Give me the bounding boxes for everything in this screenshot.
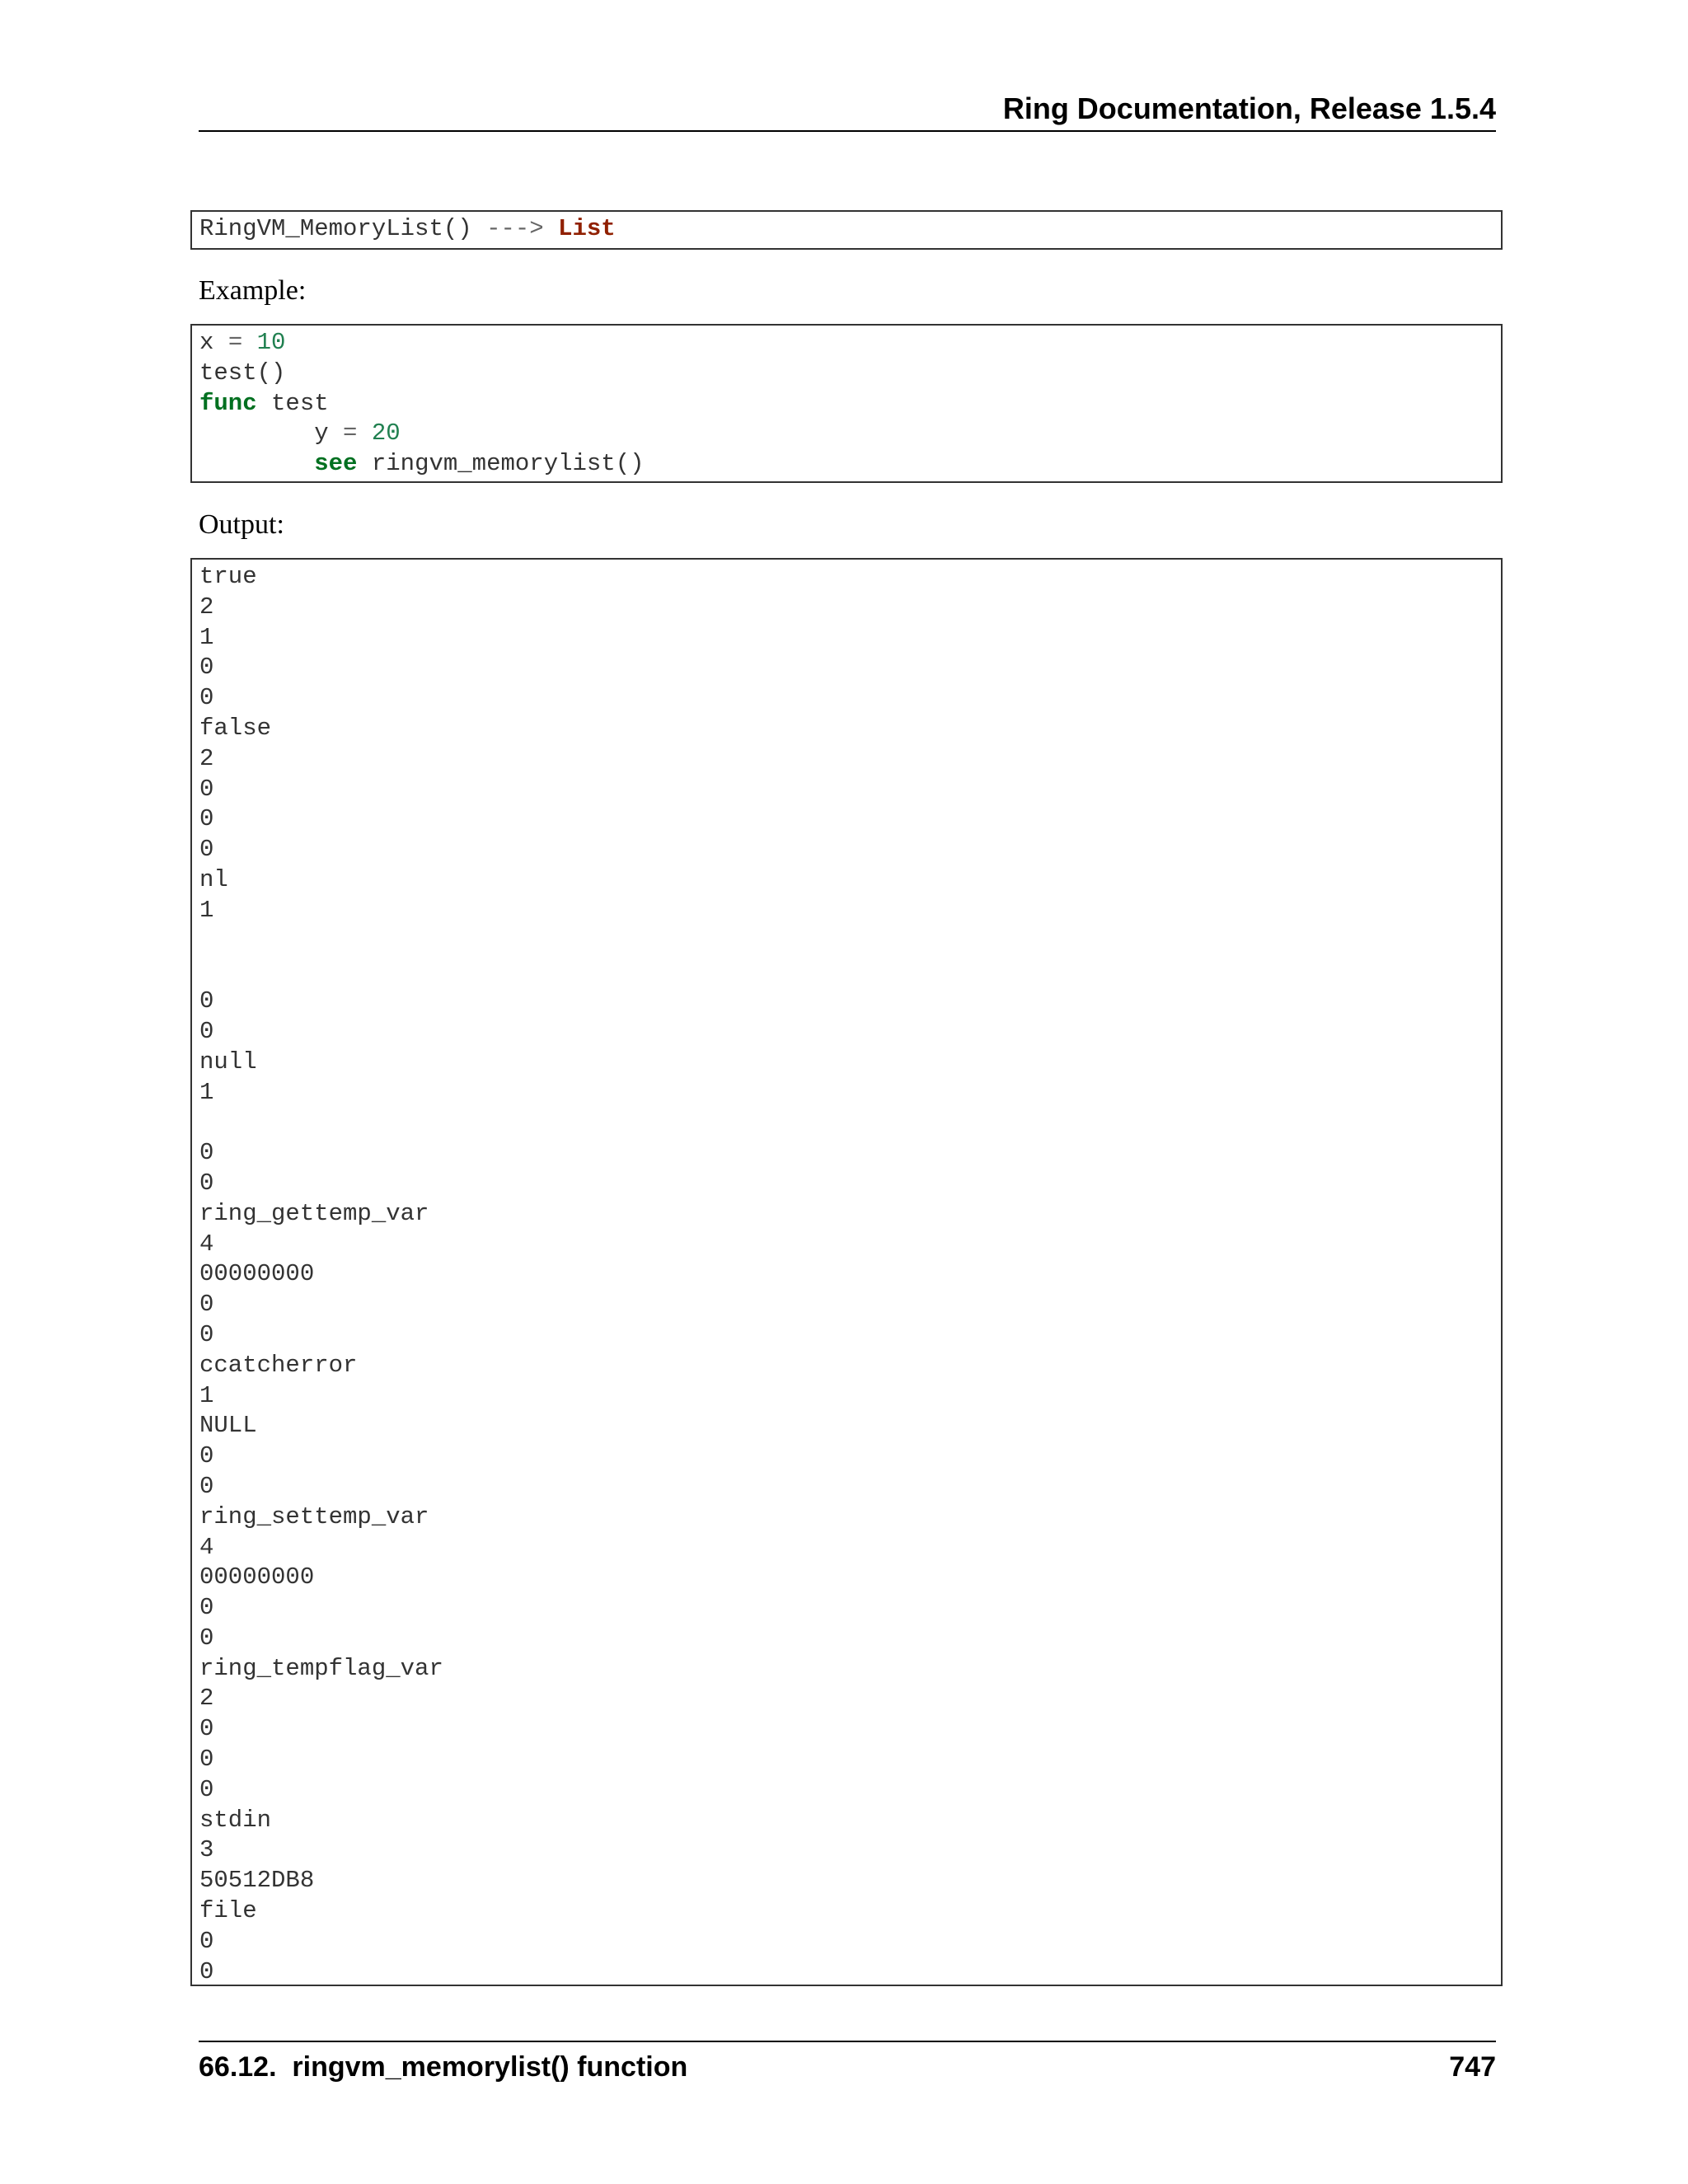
output-line: 0 bbox=[199, 1746, 214, 1774]
output-line: 0 bbox=[199, 1715, 214, 1743]
page-header-title: Ring Documentation, Release 1.5.4 bbox=[1002, 91, 1496, 125]
function-name: RingVM_MemoryList() bbox=[199, 215, 472, 242]
output-line: 4 bbox=[199, 1230, 214, 1258]
output-line: file bbox=[199, 1897, 257, 1925]
output-block bbox=[190, 558, 1503, 1986]
code-line bbox=[199, 359, 1501, 389]
code-operator: = bbox=[343, 419, 358, 448]
function-signature-block bbox=[190, 210, 1503, 250]
output-line: ccatcherror bbox=[199, 1351, 358, 1379]
output-line: ring_settemp_var bbox=[199, 1502, 429, 1530]
header-divider bbox=[199, 130, 1496, 132]
output-line: 0 bbox=[199, 1017, 214, 1045]
code-number: 10 bbox=[256, 329, 286, 356]
output-line: 0 bbox=[199, 1169, 214, 1197]
output-line: 0 bbox=[199, 987, 214, 1015]
output-line: false bbox=[199, 714, 272, 742]
output-line: 0 bbox=[199, 1957, 214, 1985]
output-line: 0 bbox=[199, 775, 214, 803]
output-line: 1 bbox=[199, 623, 214, 651]
return-type: List bbox=[558, 215, 616, 242]
code-call: test() bbox=[199, 359, 286, 387]
output-line: 0 bbox=[199, 1291, 214, 1319]
code-variable: y bbox=[314, 419, 329, 448]
code-variable: x bbox=[199, 329, 214, 356]
output-line bbox=[199, 956, 1501, 987]
output-line: 0 bbox=[199, 1320, 214, 1348]
code-call: ringvm_memorylist() bbox=[371, 450, 645, 478]
output-line: 00000000 bbox=[199, 1563, 315, 1591]
output-line: null bbox=[199, 1047, 257, 1076]
output-line: 1 bbox=[199, 896, 214, 924]
output-line: 0 bbox=[199, 1472, 214, 1500]
return-arrow: ---> bbox=[486, 215, 544, 242]
output-line: true bbox=[199, 563, 257, 590]
output-line: NULL bbox=[199, 1412, 257, 1440]
output-label: Output: bbox=[199, 509, 284, 540]
code-line bbox=[199, 328, 1501, 359]
output-line: 00000000 bbox=[199, 1260, 315, 1288]
output-line: 0 bbox=[199, 654, 214, 682]
code-indent bbox=[199, 419, 314, 447]
output-line: 0 bbox=[199, 1594, 214, 1622]
output-line: nl bbox=[199, 865, 228, 893]
code-line bbox=[199, 389, 1501, 419]
output-line: ring_tempflag_var bbox=[199, 1654, 443, 1682]
footer-section-title: 66.12. ringvm_memorylist() function bbox=[199, 2051, 688, 2083]
output-line: 4 bbox=[199, 1533, 214, 1561]
footer-divider bbox=[199, 2041, 1496, 2042]
output-line: 1 bbox=[199, 1078, 214, 1106]
code-line bbox=[199, 419, 1501, 449]
code-indent bbox=[199, 450, 314, 477]
code-line bbox=[199, 449, 1501, 480]
output-line: ring_gettemp_var bbox=[199, 1199, 429, 1227]
output-line: 0 bbox=[199, 684, 214, 712]
code-keyword: func bbox=[199, 389, 257, 417]
output-line: 2 bbox=[199, 744, 214, 772]
example-code-block bbox=[190, 324, 1503, 483]
output-line: 50512DB8 bbox=[199, 1867, 315, 1895]
code-function-name: test bbox=[271, 389, 329, 417]
output-line: 1 bbox=[199, 1381, 214, 1409]
example-label: Example: bbox=[199, 275, 307, 306]
code-keyword: see bbox=[314, 450, 358, 478]
output-line: 2 bbox=[199, 1685, 214, 1713]
code-operator: = bbox=[227, 329, 243, 356]
output-line: 0 bbox=[199, 836, 214, 864]
footer-page-number: 747 bbox=[1449, 2051, 1496, 2083]
output-line: 0 bbox=[199, 1442, 214, 1470]
output-line bbox=[199, 926, 1501, 957]
output-line bbox=[199, 1108, 1501, 1138]
output-line: stdin bbox=[199, 1806, 272, 1834]
output-line: 2 bbox=[199, 593, 214, 621]
output-line: 0 bbox=[199, 805, 214, 833]
output-line: 0 bbox=[199, 1139, 214, 1167]
output-line: 3 bbox=[199, 1836, 214, 1864]
output-line: 0 bbox=[199, 1775, 214, 1803]
output-line: 0 bbox=[199, 1624, 214, 1652]
code-number: 20 bbox=[371, 419, 401, 448]
output-line: 0 bbox=[199, 1927, 214, 1955]
